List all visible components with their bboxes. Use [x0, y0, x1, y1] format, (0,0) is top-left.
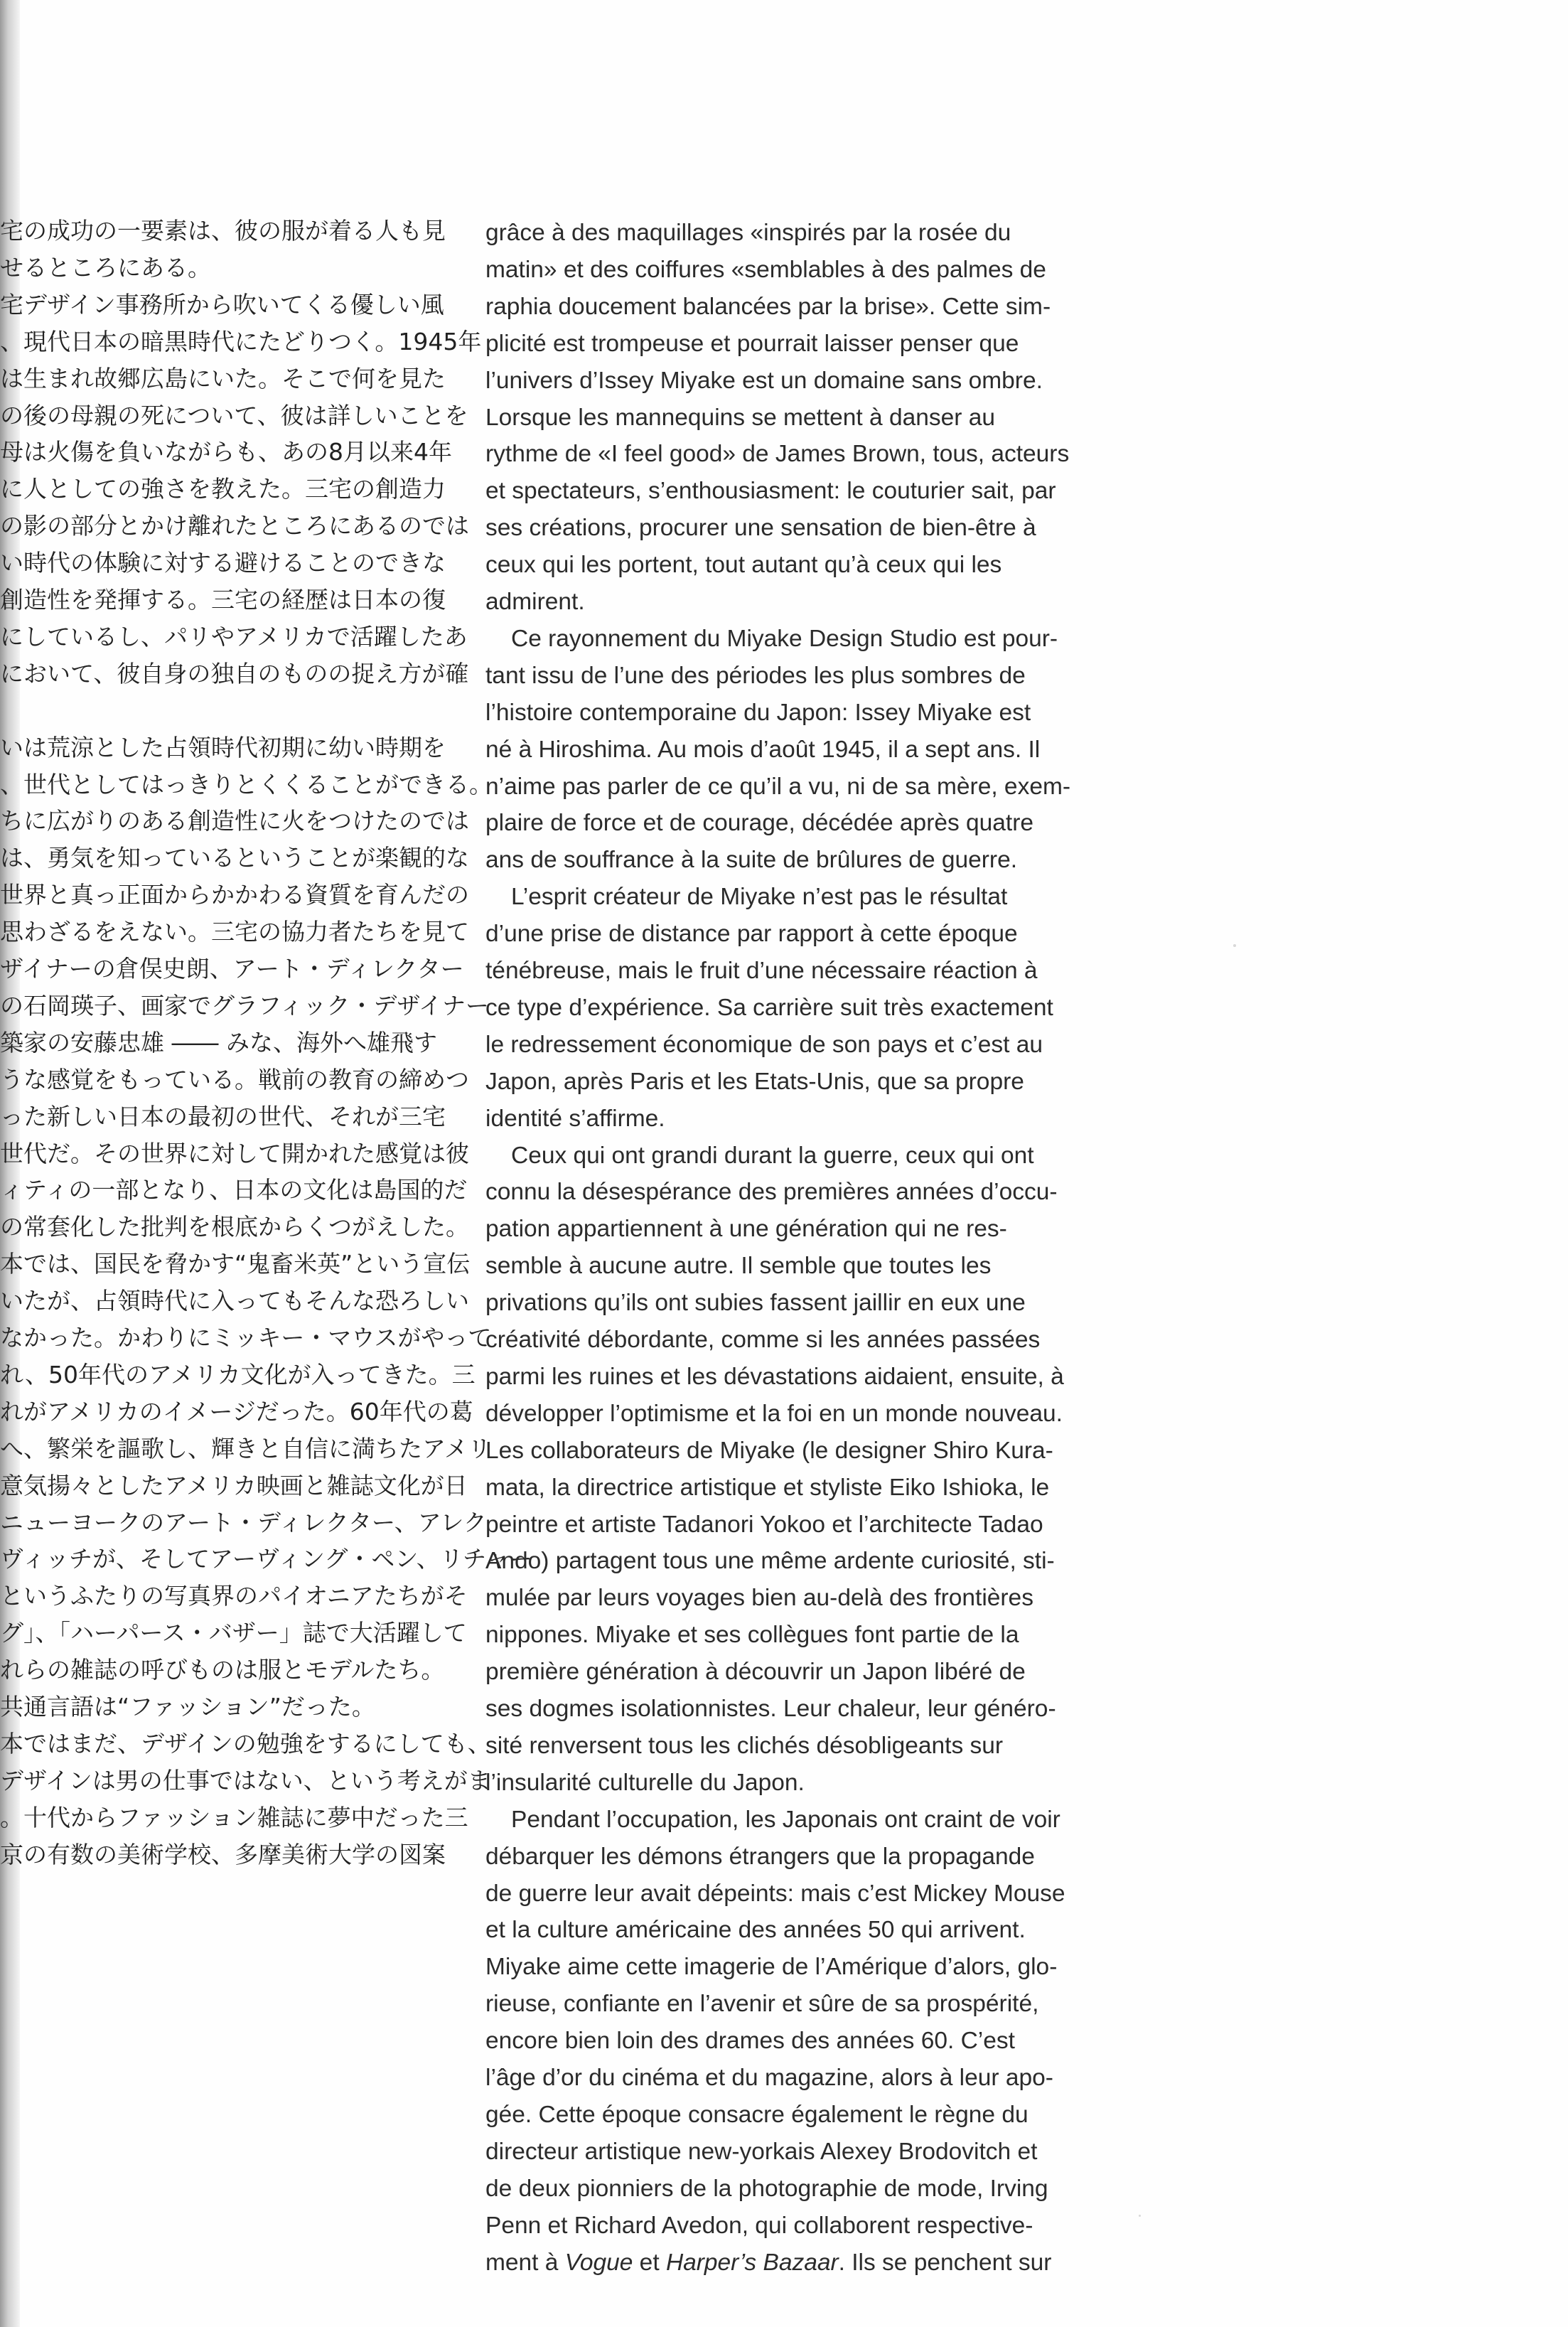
japanese-text-line: なかった。かわりにミッキー・マウスがやって	[0, 1324, 492, 1352]
french-text-line: admirent.	[485, 589, 585, 615]
japanese-text-line: デザインは男の仕事ではない、という考えがま	[0, 1767, 491, 1794]
french-text-line: Les collaborateurs de Miyake (le designer Shiro Kura-	[485, 1438, 1053, 1464]
french-text-line: pation appartiennent à une génération qui ne res-	[485, 1216, 1007, 1242]
french-text-line: n’aime pas parler de ce qu’il a vu, ni de sa mère, exem-	[485, 774, 1071, 800]
japanese-text-line: というふたりの写真界のパイオニアたちがそ	[0, 1582, 468, 1610]
french-text-line: grâce à des maquillages «inspirés par la rosée du	[485, 220, 1011, 246]
japanese-text-line: において、彼自身の独自のものの捉え方が確	[0, 660, 469, 688]
french-text-line: Miyake aime cette imagerie de l’Amérique d’alors, glo-	[485, 1954, 1058, 1980]
japanese-text-line: 創造性を発揮する。三宅の経歴は日本の復	[0, 586, 446, 614]
french-text-line: L’esprit créateur de Miyake n’est pas le résultat	[511, 884, 1008, 910]
japanese-text-line: 、現代日本の暗黒時代にたどりつく。1945年	[0, 328, 482, 355]
french-text-column	[485, 219, 1125, 2323]
japanese-text-line: グ」、「ハーパース・バザー」誌で大活躍して	[0, 1619, 467, 1647]
french-text-line: d’une prise de distance par rapport à cette époque	[485, 921, 1018, 947]
japanese-text-line: 本では、国民を脅かす“鬼畜米英”という宣伝	[0, 1250, 471, 1278]
japanese-text-line: 築家の安藤忠雄 ―― みな、海外へ雄飛す	[0, 1029, 437, 1056]
french-text-line: Ando) partagent tous une même ardente curiosité, sti-	[485, 1548, 1055, 1574]
japanese-text-line: うな感覚をもっている。戦前の教育の締めつ	[0, 1066, 469, 1093]
french-final-line	[485, 2249, 1051, 2277]
japanese-text-line: れ、50年代のアメリカ文化が入ってきた。三	[0, 1361, 476, 1389]
japanese-text-line: 京の有数の美術学校、多摩美術大学の図案	[0, 1841, 446, 1868]
japanese-text-line: れがアメリカのイメージだった。60年代の葛	[0, 1398, 473, 1425]
japanese-text-line: の後の母親の死について、彼は詳しいことを	[0, 402, 468, 429]
japanese-text-line: ニューヨークのアート・ディレクター、アレク	[0, 1509, 487, 1536]
japanese-text-line: 共通言語は“ファッション”だった。	[0, 1693, 375, 1721]
japanese-text-line: せるところにある。	[0, 254, 211, 282]
french-text-line: Lorsque les mannequins se mettent à danser au	[485, 405, 995, 431]
french-text-line: ce type d’expérience. Sa carrière suit très exactement	[485, 995, 1053, 1021]
japanese-text-line: 世代だ。その世界に対して開かれた感覚は彼	[0, 1140, 469, 1167]
french-text-line: Japon, après Paris et les Etats-Unis, que sa propre	[485, 1069, 1024, 1095]
japanese-text-line: 、世代としてはっきりとくくることができる。	[0, 771, 493, 798]
french-text-line: peintre et artiste Tadanori Yokoo et l’architecte Tadao	[485, 1512, 1043, 1538]
french-text-line: parmi les ruines et les dévastations aidaient, ensuite, à	[485, 1364, 1064, 1390]
japanese-text-line: った新しい日本の最初の世代、それが三宅	[0, 1103, 446, 1130]
japanese-text-line: にしているし、パリやアメリカで活躍したあ	[0, 623, 468, 651]
french-text-line: développer l’optimisme et la foi en un monde nouveau.	[485, 1401, 1063, 1427]
paper-speck	[1139, 2215, 1141, 2217]
french-text-line: rythme de «I feel good» de James Brown, tous, acteurs	[485, 441, 1070, 467]
japanese-text-line: 。十代からファッション雑誌に夢中だった三	[0, 1804, 468, 1831]
french-text-line: créativité débordante, comme si les années passées	[485, 1327, 1041, 1353]
french-text-line: l’insularité culturelle du Japon.	[485, 1770, 805, 1796]
french-text-line: première génération à découvrir un Japon libéré de	[485, 1659, 1026, 1685]
japanese-text-line: の影の部分とかけ離れたところにあるのでは	[0, 512, 469, 540]
vogue-title: Vogue	[564, 2250, 633, 2276]
french-text-line: né à Hiroshima. Au mois d’août 1945, il a sept ans. Il	[485, 737, 1041, 763]
japanese-text-line: ヴィッチが、そしてアーヴィング・ペン、リチャー	[0, 1545, 533, 1573]
french-text-line: rieuse, confiante en l’avenir et sûre de sa prospérité,	[485, 1991, 1039, 2017]
french-text-line: ténébreuse, mais le fruit d’une nécessaire réaction à	[485, 958, 1038, 984]
french-text-line: identité s’affirme.	[485, 1106, 665, 1132]
japanese-text-line: 世界と真っ正面からかかわる資質を育んだの	[0, 881, 469, 909]
french-text-line: directeur artistique new-yorkais Alexey Brodovitch et	[485, 2139, 1038, 2165]
french-text-line: de guerre leur avait dépeints: mais c’est Mickey Mouse	[485, 1881, 1065, 1907]
harpers-bazaar-title: Harper’s Bazaar	[665, 2250, 839, 2276]
french-text-line: Penn et Richard Avedon, qui collaborent respective-	[485, 2213, 1033, 2239]
final-line-start: ment à	[485, 2250, 565, 2276]
french-text-line: gée. Cette époque consacre également le règne du	[485, 2102, 1029, 2128]
japanese-text-line: い時代の体験に対する避けることのできな	[0, 549, 446, 577]
japanese-text-line: は、勇気を知っているということが楽観的な	[0, 844, 469, 872]
japanese-text-line: 意気揚々としたアメリカ映画と雑誌文化が日	[0, 1472, 468, 1499]
french-text-line: et la culture américaine des années 50 qui arrivent.	[485, 1917, 1026, 1943]
french-text-line: l’univers d’Issey Miyake est un domaine sans ombre.	[485, 368, 1043, 394]
french-text-line: ceux qui les portent, tout autant qu’à ceux qui les	[485, 552, 1002, 578]
french-text-line: privations qu’ils ont subies fassent jaillir en eux une	[485, 1290, 1026, 1316]
french-text-line: l’histoire contemporaine du Japon: Issey Miyake est	[485, 700, 1031, 726]
japanese-text-line: へ、繁栄を謳歌し、輝きと自信に満ちたアメリ	[0, 1435, 492, 1462]
french-text-line: mulée par leurs voyages bien au-delà des frontières	[485, 1585, 1033, 1611]
french-text-line: Ce rayonnement du Miyake Design Studio est pour-	[511, 626, 1058, 652]
french-text-line: débarquer les démons étrangers que la propagande	[485, 1844, 1035, 1870]
japanese-text-line: いは荒涼とした占領時代初期に幼い時期を	[0, 734, 446, 761]
japanese-text-line: 宅の成功の一要素は、彼の服が着る人も見	[0, 217, 446, 245]
final-line-end: . Ils se penchent sur	[838, 2250, 1052, 2276]
french-text-line: Ceux qui ont grandi durant la guerre, ceux qui ont	[511, 1143, 1034, 1169]
french-text-line: semble à aucune autre. Il semble que toutes les	[485, 1253, 992, 1279]
french-text-line: Pendant l’occupation, les Japonais ont craint de voir	[511, 1807, 1060, 1833]
french-text-line: plaire de force et de courage, décédée après quatre	[485, 810, 1034, 836]
french-text-line: de deux pionniers de la photographie de mode, Irving	[485, 2176, 1048, 2202]
final-line-mid: et	[633, 2250, 666, 2276]
french-text-line: ses dogmes isolationnistes. Leur chaleur, leur généro-	[485, 1696, 1056, 1722]
french-text-line: l’âge d’or du cinéma et du magazine, alors à leur apo-	[485, 2065, 1053, 2091]
french-text-line: raphia doucement balancées par la brise». Cette sim-	[485, 294, 1051, 320]
japanese-text-line: 本ではまだ、デザインの勉強をするにしても、	[0, 1730, 491, 1758]
french-text-line: mata, la directrice artistique et styliste Eiko Ishioka, le	[485, 1475, 1050, 1501]
japanese-text-line: 宅デザイン事務所から吹いてくる優しい風	[0, 291, 444, 319]
paper-speck	[1233, 944, 1236, 947]
french-text-line: tant issu de l’une des périodes les plus sombres de	[485, 663, 1026, 689]
japanese-text-line: れらの雑誌の呼びものは服とモデルたち。	[0, 1656, 445, 1684]
japanese-text-line: いたが、占領時代に入ってもそんな恐ろしい	[0, 1287, 469, 1315]
japanese-text-line: ザイナーの倉俣史朗、アート・ディレクター	[0, 955, 464, 983]
french-text-line: connu la désespérance des premières années d’occu-	[485, 1179, 1058, 1205]
french-text-line: ses créations, procurer une sensation de bien-être à	[485, 515, 1036, 541]
japanese-text-line: 思わざるをえない。三宅の協力者たちを見て	[0, 918, 469, 946]
japanese-text-line: ちに広がりのある創造性に火をつけたのでは	[0, 807, 469, 835]
japanese-text-line: の常套化した批判を根底からくつがえした。	[0, 1213, 469, 1241]
japanese-text-line: ィティの一部となり、日本の文化は島国的だ	[0, 1176, 468, 1204]
french-text-line: sité renversent tous les clichés désobligeants sur	[485, 1733, 1004, 1759]
french-text-line: plicité est trompeuse et pourrait laisser penser que	[485, 331, 1019, 357]
french-text-line: ans de souffrance à la suite de brûlures de guerre.	[485, 847, 1018, 873]
japanese-text-line: に人としての強さを教えた。三宅の創造力	[0, 475, 446, 503]
french-text-line: encore bien loin des drames des années 60. C’est	[485, 2028, 1015, 2054]
french-text-line: le redressement économique de son pays et c’est au	[485, 1032, 1043, 1058]
japanese-text-line: の石岡瑛子、画家でグラフィック・デザイナー	[0, 992, 490, 1020]
japanese-text-line: は生まれ故郷広島にいた。そこで何を見た	[0, 365, 446, 392]
french-text-line: et spectateurs, s’enthousiasment: le couturier sait, par	[485, 478, 1056, 504]
japanese-text-line: 母は火傷を負いながらも、あの8月以来4年	[0, 438, 452, 466]
french-text-line: nippones. Miyake et ses collègues font partie de la	[485, 1622, 1019, 1648]
french-text-line: matin» et des coiffures «semblables à des palmes de	[485, 257, 1046, 283]
